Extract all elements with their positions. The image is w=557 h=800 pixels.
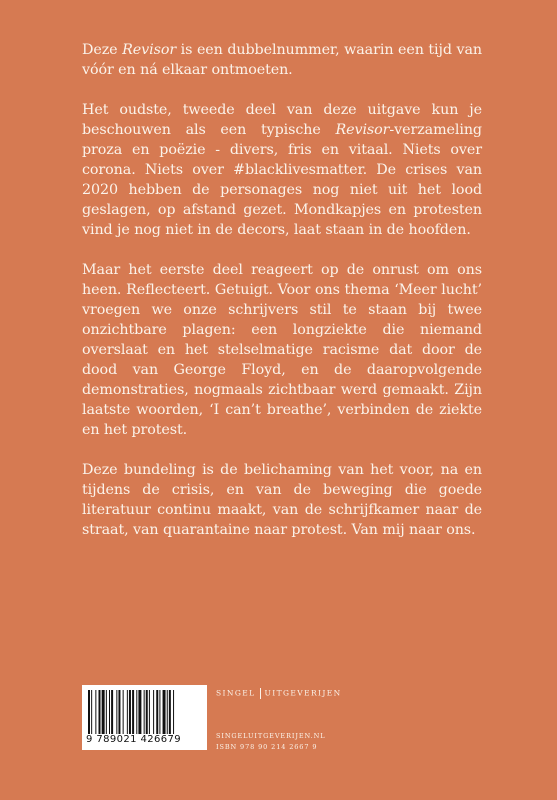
barcode-bar: [88, 690, 90, 734]
paragraph-2-start: Het oudste, tweede deel van deze uitgave kun je beschouwen als een typische: [82, 102, 482, 138]
paragraph-1-start: Deze: [82, 42, 123, 58]
publisher-website: SINGELUITGEVERIJEN.NL: [216, 732, 326, 740]
barcode-bar: [146, 690, 148, 734]
paragraph-2: [82, 100, 482, 240]
paragraph-4: Deze bundeling is de belichaming van het voor, na en tijdens de crisis, en van de beweging die goede literatuur continu maakt, van de schrijfkamer naar de straat, van quarantaine naar protest. Van mij naar ons.: [82, 462, 482, 538]
publisher-name-left: SINGEL: [216, 688, 256, 698]
barcode: [82, 685, 207, 750]
barcode-bar: [159, 690, 160, 734]
barcode-bar: [116, 690, 117, 734]
revisor-title-italic: Revisor: [335, 122, 390, 138]
barcode-bar: [91, 690, 92, 734]
back-cover-text: [82, 40, 482, 560]
paragraph-2-end: -verzameling proza en poëzie - divers, fris en vitaal. Niets over corona. Niets over #blacklivesmatter. De crises van 2020 hebben de personages nog niet uit het lood geslagen, op afstand gezet. Mondkapjes en protesten vind je nog niet in de decors, laat staan in de hoofden.: [82, 122, 482, 238]
barcode-bars: [88, 690, 201, 734]
publisher-name-right: UITGEVERIJEN: [264, 688, 342, 698]
barcode-bar: [136, 690, 137, 734]
barcode-bar: [138, 690, 141, 734]
barcode-bar: [127, 690, 128, 734]
barcode-digits: 9 789021 426679: [86, 734, 182, 745]
paragraph-3: Maar het eerste deel reageert op de onrust om ons heen. Reflecteert. Getuigt. Voor ons thema ‘Meer lucht’ vroegen we onze schrijvers stil te staan bij twee onzichtbare plagen: een longziekte die niemand overslaat en het stelselmatige racisme dat door de dood van George Floyd, en de daaropvolgende demonstraties, nogmaals zichtbaar werd gemaakt. Zijn laatste woorden, ‘I can’t breathe’, verbinden de ziekte en het protest.: [82, 262, 482, 438]
barcode-bar: [163, 690, 166, 734]
barcode-bar: [173, 690, 174, 734]
paragraph-1: [82, 40, 482, 80]
publisher-logo: [216, 688, 342, 699]
barcode-bar: [132, 690, 134, 734]
barcode-bar: [109, 690, 110, 734]
isbn-number: ISBN 978 90 214 2667 9: [216, 743, 318, 751]
paragraph-1-end: is een dubbelnummer, waarin een tijd van vóór en ná elkaar ontmoeten.: [82, 42, 482, 78]
barcode-bar: [99, 690, 101, 734]
barcode-bar: [95, 690, 96, 734]
barcode-bar: [169, 690, 171, 734]
barcode-bar: [144, 690, 145, 734]
barcode-bar: [156, 690, 158, 734]
barcode-bar: [123, 690, 124, 734]
barcode-bar: [149, 690, 150, 734]
revisor-title-italic: Revisor: [122, 42, 177, 58]
publisher-divider: [260, 688, 261, 699]
barcode-bar: [118, 690, 120, 734]
barcode-bar: [102, 690, 105, 734]
barcode-bar: [167, 690, 168, 734]
barcode-bar: [153, 690, 154, 734]
barcode-bar: [106, 690, 107, 734]
barcode-bar: [129, 690, 131, 734]
barcode-bar: [111, 690, 113, 734]
